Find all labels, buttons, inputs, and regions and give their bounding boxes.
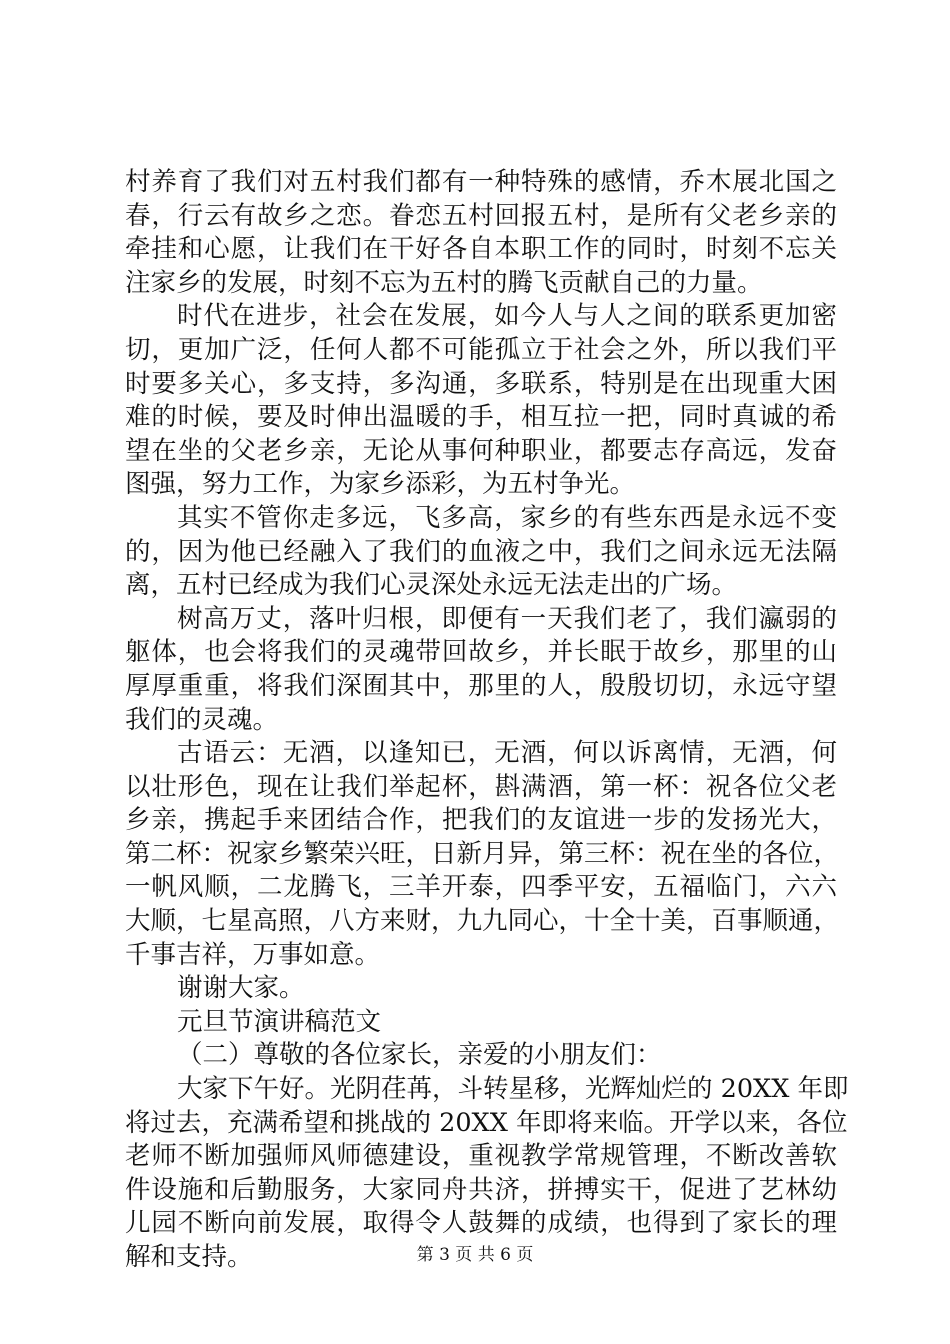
section-title: 元旦节演讲稿范文 xyxy=(177,1006,382,1037)
text-line: 以壮形色，现在让我们举起杯，斟满酒，第一杯：祝各位父老 xyxy=(125,771,837,802)
text-line: 离，五村已经成为我们心灵深处永远无法走出的广场。 xyxy=(125,570,738,601)
text-line: 注家乡的发展，时刻不忘为五村的腾飞贡献自己的力量。 xyxy=(125,267,763,298)
text-line: 望在坐的父老乡亲，无论从事何种职业，都要志存高远，发奋 xyxy=(125,435,837,466)
text-line: 图强，努力工作，为家乡添彩，为五村争光。 xyxy=(125,469,636,500)
text-line: 厚厚重重，将我们深囿其中，那里的人，殷殷切切，永远守望 xyxy=(125,670,837,701)
text-line: 大家下午好。光阴荏苒，斗转星移，光辉灿烂的 20XX 年即 xyxy=(177,1074,849,1105)
text-line: 躯体，也会将我们的灵魂带回故乡，并长眠于故乡，那里的山 xyxy=(125,637,837,668)
body-text xyxy=(125,166,849,1275)
text-line: 牵挂和心愿，让我们在干好各自本职工作的同时，时刻不忘关 xyxy=(125,234,837,265)
text-line: 时要多关心，多支持，多沟通，多联系，特别是在出现重大困 xyxy=(125,368,837,399)
text-line: 第二杯：祝家乡繁荣兴旺，日新月异，第三杯：祝在坐的各位， xyxy=(125,838,840,869)
text-line: 树高万丈，落叶归根，即便有一天我们老了，我们瀛弱的 xyxy=(177,603,837,634)
text-line: 我们的灵魂。 xyxy=(125,704,279,735)
text-line: 的，因为他已经融入了我们的血液之中，我们之间永远无法隔 xyxy=(125,536,837,567)
salutation-line: （二）尊敬的各位家长，亲爱的小朋友们： xyxy=(177,1040,662,1071)
text-line: 其实不管你走多远，飞多高，家乡的有些东西是永远不变 xyxy=(177,502,837,533)
text-line: 老师不断加强师风师德建设，重视教学常规管理，不断改善软 xyxy=(125,1141,837,1172)
text-line: 千事吉祥，万事如意。 xyxy=(125,939,381,970)
text-line: 古语云：无酒，以逢知已，无酒，何以诉离情，无酒，何 xyxy=(177,738,837,769)
text-line: 村养育了我们对五村我们都有一种特殊的感情，乔木展北国之 xyxy=(125,167,837,197)
text-line: 切，更加广泛，任何人都不可能孤立于社会之外，所以我们平 xyxy=(125,334,837,365)
text-line: 件设施和后勤服务，大家同舟共济，拼搏实干，促进了艺林幼 xyxy=(125,1174,837,1205)
text-line: 儿园不断向前发展，取得令人鼓舞的成绩，也得到了家长的理 xyxy=(125,1208,837,1239)
text-line: 春，行云有故乡之恋。眷恋五村回报五村，是所有父老乡亲的 xyxy=(125,200,837,231)
text-line: 时代在进步，社会在发展，如今人与人之间的联系更加密 xyxy=(177,301,837,332)
text-line: 难的时候，要及时伸出温暖的手，相互拉一把，同时真诚的希 xyxy=(125,402,837,433)
page-number-footer: 第 3 页 共 6 页 xyxy=(416,1245,534,1265)
text-line: 解和支持。 xyxy=(125,1242,253,1272)
text-line: 将过去，充满希望和挑战的 20XX 年即将来临。开学以来，各位 xyxy=(125,1107,848,1138)
text-line: 一帆风顺，二龙腾飞，三羊开泰，四季平安，五福临门，六六 xyxy=(125,872,837,903)
text-line: 大顺，七星高照，八方来财，九九同心，十全十美，百事顺通， xyxy=(125,906,840,937)
text-line: 谢谢大家。 xyxy=(177,973,305,1004)
text-line: 乡亲，携起手来团结合作，把我们的友谊进一步的发扬光大， xyxy=(125,805,837,836)
